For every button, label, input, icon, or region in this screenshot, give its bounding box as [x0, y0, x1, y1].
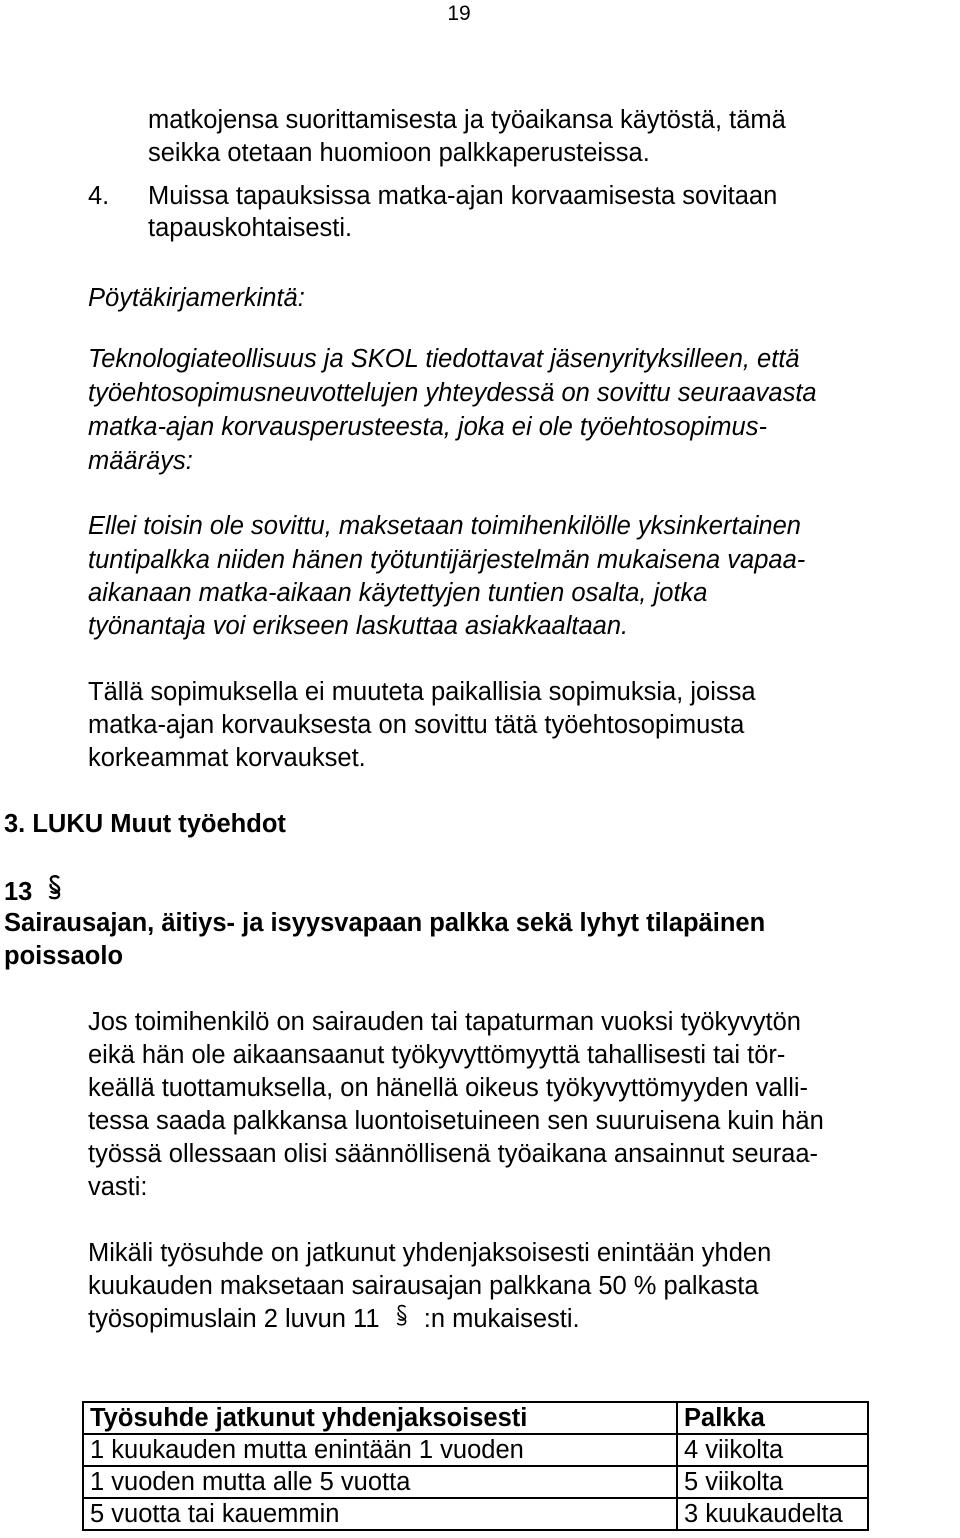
section-symbol-icon [47, 874, 63, 908]
table-row [83, 1498, 868, 1530]
text-line: Mikäli työsuhde on jatkunut yhdenjaksoisesti enintään yhden [88, 1239, 772, 1267]
section-symbol-icon [395, 1303, 409, 1335]
table-header-row [83, 1402, 868, 1434]
table-cell: 1 kuukauden mutta enintään 1 vuoden [83, 1434, 677, 1466]
text-line: työnantaja voi erikseen laskuttaa asiakkaaltaan. [88, 612, 629, 640]
text-line: seikka otetaan huomioon palkkaperusteissa. [148, 139, 650, 167]
table-cell: 5 vuotta tai kauemmin [83, 1498, 677, 1530]
text-line: vasti: [88, 1173, 148, 1201]
text-line: eikä hän ole aikaansaanut työkyvyttömyyttä tahallisesti tai tör- [88, 1041, 786, 1069]
list-item-number: 4. [88, 182, 110, 210]
text-segment: työsopimuslain 2 luvun 11 [88, 1305, 380, 1333]
text-line [88, 1303, 580, 1335]
table-cell: 1 vuoden mutta alle 5 vuotta [83, 1466, 677, 1498]
table-header-cell: Työsuhde jatkunut yhdenjaksoisesti [83, 1402, 677, 1434]
page-number: 19 [447, 2, 471, 25]
table-cell: 5 viikolta [677, 1466, 868, 1498]
text-line: aikanaan matka-aikaan käytettyjen tuntien osalta, jotka [88, 579, 708, 607]
text-line: korkeammat korvaukset. [88, 744, 366, 772]
text-line: matka-ajan korvausperusteesta, joka ei ole työehtosopimus- [88, 413, 767, 441]
section-symbol-glyph [47, 874, 63, 900]
table-cell: 4 viikolta [677, 1434, 868, 1466]
sick-pay-table [82, 1401, 869, 1531]
text-line: työehtosopimusneuvottelujen yhteydessä on sovittu seuraavasta [88, 379, 817, 407]
text-line: matkojensa suorittamisesta ja työaikansa käytöstä, tämä [148, 106, 786, 134]
table-cell: 3 kuukaudelta [677, 1498, 868, 1530]
table-row [83, 1466, 868, 1498]
note-heading: Pöytäkirjamerkintä: [88, 284, 305, 312]
text-line: matka-ajan korvauksesta on sovittu tätä työehtosopimusta [88, 711, 745, 739]
text-line: tuntipalkka niiden hänen työtuntijärjestelmän mukaisena vapaa- [88, 546, 806, 574]
chapter-heading: 3. LUKU Muut työehdot [4, 810, 286, 838]
text-line: tessa saada palkkansa luontoisetuineen sen suuruisena kuin hän [88, 1107, 824, 1135]
text-line: Ellei toisin ole sovittu, maksetaan toimihenkilölle yksinkertainen [88, 512, 801, 540]
section-symbol-glyph [395, 1303, 409, 1327]
text-line: kuukauden maksetaan sairausajan palkkana 50 % palkasta [88, 1272, 759, 1300]
table-row [83, 1434, 868, 1466]
text-line: määräys: [88, 447, 193, 475]
table-header-cell: Palkka [677, 1402, 868, 1434]
text-line: Jos toimihenkilö on sairauden tai tapaturman vuoksi työkyvytön [88, 1008, 801, 1036]
text-line: tapauskohtaisesti. [148, 214, 353, 242]
text-line: työssä ollessaan olisi säännöllisenä työaikana ansainnut seuraa- [88, 1140, 819, 1168]
text-segment: :n mukaisesti. [423, 1305, 580, 1333]
section-title: Sairausajan, äitiys- ja isyysvapaan palkka sekä lyhyt tilapäinen [4, 909, 766, 937]
text-line: Teknologiateollisuus ja SKOL tiedottavat jäsenyrityksilleen, että [88, 345, 800, 373]
text-line: keällä tuottamuksella, on hänellä oikeus työkyvyttömyyden valli- [88, 1074, 809, 1102]
section-number: 13 [4, 878, 33, 906]
text-line: Tällä sopimuksella ei muuteta paikallisia sopimuksia, joissa [88, 678, 756, 706]
text-line: Muissa tapauksissa matka-ajan korvaamisesta sovitaan [148, 182, 778, 210]
section-number-line [4, 874, 63, 908]
section-title: poissaolo [4, 942, 124, 970]
